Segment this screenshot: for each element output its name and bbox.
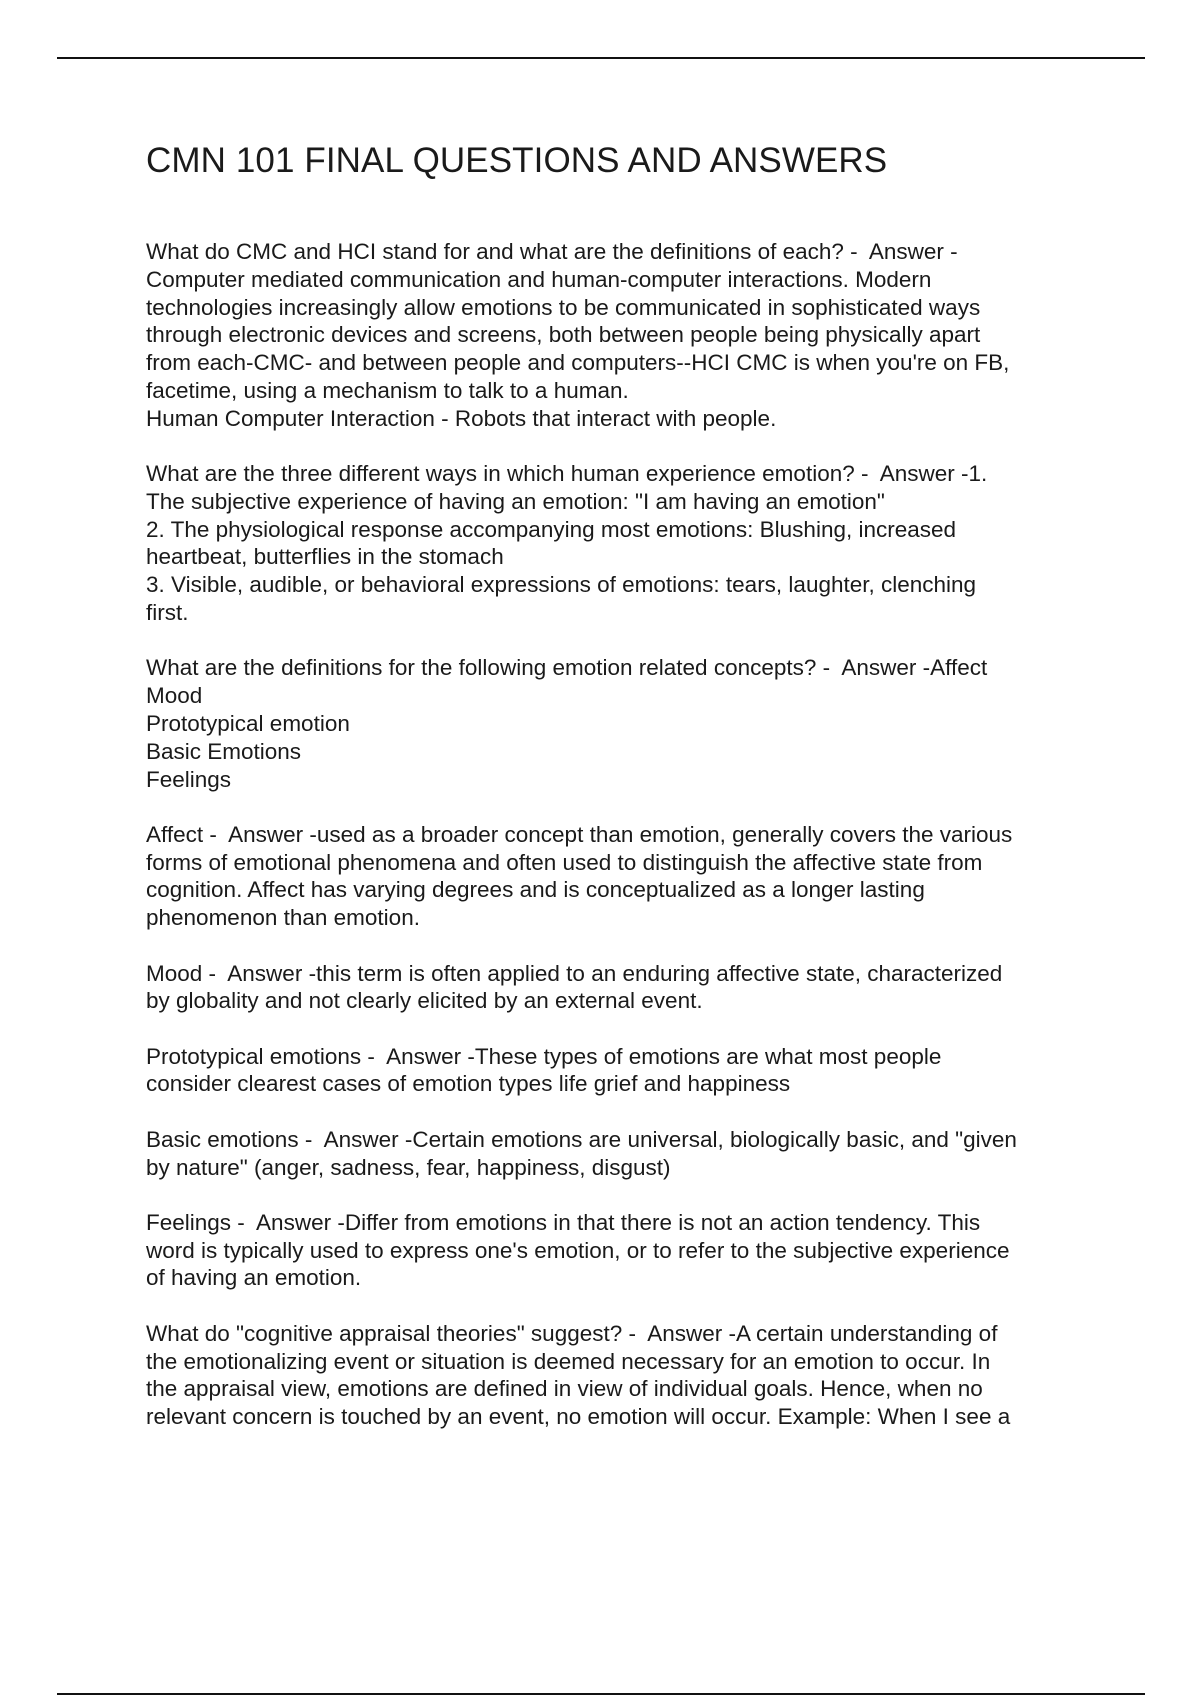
text-line: Feelings - Answer -Differ from emotions in that there is not an action tendency. This — [146, 1209, 981, 1235]
text-line: Mood — [146, 683, 203, 709]
page-title: CMN 101 FINAL QUESTIONS AND ANSWERS — [146, 141, 888, 180]
text-line: first. — [146, 600, 189, 626]
text-line: the emotionalizing event or situation is deemed necessary for an emotion to occur. In — [146, 1348, 991, 1374]
text-line: What are the three different ways in which human experience emotion? - Answer -1. — [146, 461, 988, 487]
text-line: relevant concern is touched by an event, no emotion will occur. Example: When I see a — [146, 1404, 1011, 1430]
text-line: technologies increasingly allow emotions to be communicated in sophisticated ways — [146, 294, 981, 320]
text-line: Basic Emotions — [146, 738, 302, 764]
text-line: through electronic devices and screens, both between people being physically apart — [146, 322, 981, 348]
qa-paragraph — [146, 654, 1096, 793]
qa-list — [146, 238, 1096, 1431]
text-line: Mood - Answer -this term is often applied to an enduring affective state, characterized — [146, 960, 1003, 986]
text-line: What are the definitions for the following emotion related concepts? - Answer -Affect — [146, 655, 988, 681]
text-line: 2. The physiological response accompanying most emotions: Blushing, increased — [146, 516, 957, 542]
page-content — [146, 140, 1096, 1458]
text-line: of having an emotion. — [146, 1265, 362, 1291]
qa-paragraph — [146, 1320, 1096, 1431]
text-line: What do CMC and HCI stand for and what are the definitions of each? - Answer - — [146, 239, 958, 264]
qa-paragraph — [146, 821, 1096, 932]
text-line: phenomenon than emotion. — [146, 905, 420, 931]
qa-paragraph — [146, 1043, 1096, 1099]
text-line: Prototypical emotion — [146, 710, 350, 736]
text-line: cognition. Affect has varying degrees and is conceptualized as a longer lasting — [146, 877, 925, 903]
text-line: 3. Visible, audible, or behavioral expressions of emotions: tears, laughter, clenching — [146, 572, 977, 598]
text-line: facetime, using a mechanism to talk to a human. — [146, 377, 629, 403]
text-line: from each-CMC- and between people and computers--HCI CMC is when you're on FB, — [146, 350, 1010, 376]
qa-paragraph — [146, 1126, 1096, 1182]
qa-paragraph — [146, 460, 1096, 627]
text-line: consider clearest cases of emotion types life grief and happiness — [146, 1071, 791, 1097]
text-line: forms of emotional phenomena and often used to distinguish the affective state from — [146, 849, 983, 875]
text-line: word is typically used to express one's emotion, or to refer to the subjective experience — [146, 1237, 1010, 1263]
text-line: What do "cognitive appraisal theories" suggest? - Answer -A certain understanding of — [146, 1320, 998, 1346]
bottom-rule — [57, 1693, 1145, 1695]
text-line: Prototypical emotions - Answer -These types of emotions are what most people — [146, 1043, 942, 1069]
qa-paragraph — [146, 238, 1096, 433]
text-line: by nature" (anger, sadness, fear, happiness, disgust) — [146, 1154, 671, 1180]
text-line: Basic emotions - Answer -Certain emotions are universal, biologically basic, and "given — [146, 1126, 1017, 1152]
text-line: the appraisal view, emotions are defined in view of individual goals. Hence, when no — [146, 1376, 983, 1402]
text-line: Human Computer Interaction - Robots that interact with people. — [146, 405, 777, 431]
text-line: Affect - Answer -used as a broader concept than emotion, generally covers the various — [146, 821, 1013, 847]
text-line: Computer mediated communication and human-computer interactions. Modern — [146, 266, 932, 292]
qa-paragraph — [146, 960, 1096, 1016]
text-line: heartbeat, butterflies in the stomach — [146, 544, 504, 570]
text-line: Feelings — [146, 766, 232, 792]
qa-paragraph — [146, 1209, 1096, 1292]
text-line: by globality and not clearly elicited by an external event. — [146, 988, 703, 1014]
top-rule — [57, 57, 1145, 59]
text-line: The subjective experience of having an emotion: "I am having an emotion" — [146, 488, 885, 514]
